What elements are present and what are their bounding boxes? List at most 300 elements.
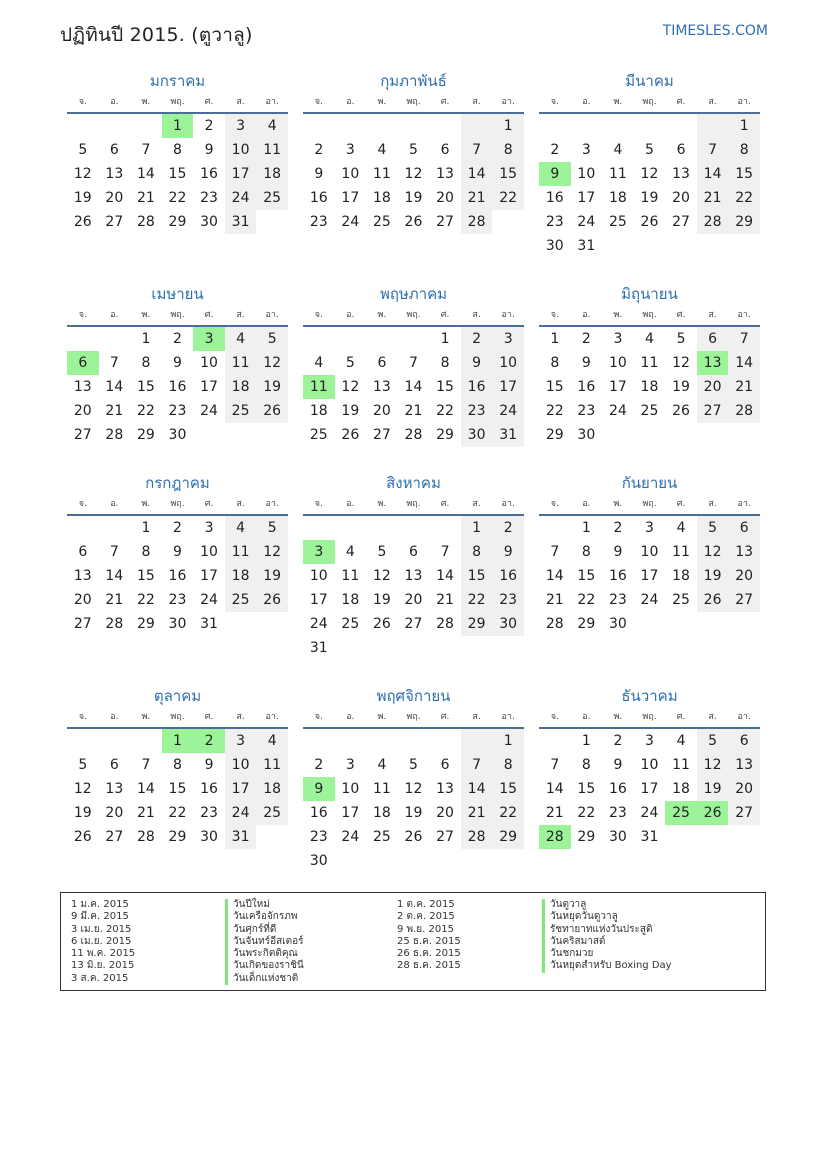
empty-day-cell xyxy=(398,849,430,873)
weekday-label: อา. xyxy=(501,97,515,107)
day-cell: 29 xyxy=(461,612,493,636)
weekday-header xyxy=(539,305,760,327)
day-cell: 26 xyxy=(640,214,659,230)
day-cell: 28 xyxy=(136,214,155,230)
day-cell: 15 xyxy=(577,568,596,584)
site-link[interactable]: TIMESLES.COM xyxy=(662,23,768,39)
weekday-label: จ. xyxy=(78,310,87,320)
day-cell: 10 xyxy=(608,355,627,371)
empty-day-cell xyxy=(67,516,99,540)
weekday-label: อา. xyxy=(737,499,751,509)
day-cell: 30 xyxy=(168,427,187,443)
weekday-header xyxy=(303,92,524,114)
day-cell: 7 xyxy=(461,753,493,777)
day-cell: 5 xyxy=(78,142,88,158)
legend-names-left xyxy=(225,899,304,985)
day-cell: 29 xyxy=(545,427,564,443)
day-cell: 23 xyxy=(492,588,524,612)
empty-day-cell xyxy=(130,114,162,138)
empty-day-cell xyxy=(697,114,729,138)
weekday-label: ส. xyxy=(708,310,717,320)
month-name: ตุลาคม xyxy=(153,687,202,705)
day-cell: 3 xyxy=(345,757,355,773)
weekday-label: ศ. xyxy=(204,97,214,107)
empty-day-cell xyxy=(665,234,697,258)
day-cell: 29 xyxy=(168,829,187,845)
day-cell: 12 xyxy=(73,166,92,182)
day-cell: 15 xyxy=(577,781,596,797)
holiday-day-cell: 28 xyxy=(539,825,571,849)
day-cell: 28 xyxy=(461,210,493,234)
empty-day-cell xyxy=(398,327,430,351)
legend-date: 2 ต.ค. 2015 xyxy=(397,911,455,923)
weekday-label: ส. xyxy=(708,712,717,722)
day-cell: 29 xyxy=(136,616,155,632)
legend-date: 9 พ.ย. 2015 xyxy=(397,923,454,935)
day-cell: 30 xyxy=(608,829,627,845)
day-cell: 10 xyxy=(577,166,596,182)
day-cell: 17 xyxy=(225,162,257,186)
day-cell: 19 xyxy=(640,190,659,206)
empty-day-cell xyxy=(335,849,367,873)
day-cell: 1 xyxy=(581,520,591,536)
weekday-label: อา. xyxy=(501,310,515,320)
day-cell: 15 xyxy=(728,162,760,186)
month-block xyxy=(303,70,524,234)
empty-day-cell xyxy=(256,825,288,849)
day-cell: 24 xyxy=(341,214,360,230)
holiday-day-cell: 1 xyxy=(162,114,194,138)
month-block xyxy=(539,472,760,636)
day-cell: 10 xyxy=(309,568,328,584)
day-cell: 2 xyxy=(461,327,493,351)
day-cell: 20 xyxy=(73,403,92,419)
holiday-day-cell: 6 xyxy=(67,351,99,375)
weekday-header xyxy=(539,92,760,114)
day-cell: 3 xyxy=(492,327,524,351)
day-cell: 22 xyxy=(577,805,596,821)
day-cell: 17 xyxy=(309,592,328,608)
weekday-header xyxy=(539,707,760,729)
weekday-label: อ. xyxy=(110,97,119,107)
weekday-label: พฤ. xyxy=(170,97,185,107)
day-cell: 18 xyxy=(225,564,257,588)
empty-day-cell xyxy=(335,729,367,753)
day-cell: 7 xyxy=(109,355,119,371)
weekday-label: จ. xyxy=(314,310,323,320)
day-cell: 21 xyxy=(105,592,124,608)
day-cell: 16 xyxy=(168,568,187,584)
empty-day-cell xyxy=(634,114,666,138)
empty-day-cell xyxy=(256,210,288,234)
weekday-label: พ. xyxy=(141,712,151,722)
day-cell: 5 xyxy=(78,757,88,773)
legend-names-right xyxy=(542,899,672,973)
day-cell: 21 xyxy=(728,375,760,399)
day-cell: 3 xyxy=(613,331,623,347)
weekday-label: อ. xyxy=(346,499,355,509)
day-cell: 30 xyxy=(309,853,328,869)
empty-day-cell xyxy=(225,423,257,447)
day-cell: 11 xyxy=(672,757,690,773)
weekday-label: พฤ. xyxy=(406,97,421,107)
empty-day-cell xyxy=(602,114,634,138)
legend-holiday-name: วันเครือจักรภพ xyxy=(225,911,304,923)
empty-day-cell xyxy=(634,612,666,636)
legend-holiday-name: วันคริสมาสต์ xyxy=(542,936,672,948)
day-cell: 9 xyxy=(613,757,623,773)
legend-holiday-name: วันเด็กแห่งชาติ xyxy=(225,973,304,985)
weekday-label: ส. xyxy=(236,310,245,320)
day-cell: 9 xyxy=(204,142,214,158)
day-cell: 8 xyxy=(141,355,151,371)
day-cell: 18 xyxy=(341,592,360,608)
day-cell: 14 xyxy=(545,781,564,797)
weekday-label: พ. xyxy=(613,310,623,320)
day-cell: 4 xyxy=(645,331,654,347)
weekday-label: ส. xyxy=(472,712,481,722)
weekday-header xyxy=(67,92,288,114)
month-name: พฤศจิกายน xyxy=(376,687,451,705)
day-cell: 16 xyxy=(309,190,328,206)
month-name: มกราคม xyxy=(149,72,206,90)
day-cell: 24 xyxy=(200,592,218,608)
day-cell: 18 xyxy=(608,190,627,206)
weekday-label: พฤ. xyxy=(170,712,185,722)
weekday-label: พฤ. xyxy=(406,310,421,320)
day-cell: 22 xyxy=(492,186,524,210)
day-grid xyxy=(303,327,524,447)
day-cell: 25 xyxy=(225,588,257,612)
weekday-label: ศ. xyxy=(676,499,686,509)
day-cell: 23 xyxy=(200,190,218,206)
day-cell: 16 xyxy=(200,166,218,182)
day-cell: 19 xyxy=(697,564,729,588)
day-cell: 10 xyxy=(341,166,360,182)
month-block xyxy=(539,283,760,447)
day-cell: 8 xyxy=(173,142,182,158)
weekday-label: พฤ. xyxy=(406,712,421,722)
holiday-day-cell: 1 xyxy=(162,729,194,753)
day-cell: 8 xyxy=(440,355,450,371)
day-cell: 10 xyxy=(640,757,659,773)
legend-holiday-name: วันศุกร์ที่ดี xyxy=(225,924,304,936)
day-cell: 13 xyxy=(73,568,92,584)
day-cell: 14 xyxy=(404,379,423,395)
day-cell: 29 xyxy=(168,214,187,230)
day-cell: 10 xyxy=(492,351,524,375)
weekday-label: ศ. xyxy=(676,97,686,107)
weekday-label: พ. xyxy=(377,97,387,107)
day-cell: 19 xyxy=(73,805,92,821)
weekday-label: อา. xyxy=(737,310,751,320)
day-cell: 8 xyxy=(581,544,591,560)
day-cell: 18 xyxy=(372,805,391,821)
day-cell: 19 xyxy=(256,375,288,399)
day-cell: 8 xyxy=(492,138,524,162)
day-cell: 17 xyxy=(341,190,360,206)
day-cell: 6 xyxy=(109,757,119,773)
day-cell: 21 xyxy=(436,592,454,608)
legend-date: 1 ม.ค. 2015 xyxy=(71,899,129,910)
day-cell: 11 xyxy=(608,166,627,182)
weekday-label: ส. xyxy=(708,499,717,509)
day-cell: 7 xyxy=(550,544,560,560)
day-cell: 30 xyxy=(200,829,218,845)
day-cell: 17 xyxy=(640,781,659,797)
weekday-header xyxy=(539,494,760,516)
day-cell: 26 xyxy=(697,588,729,612)
weekday-label: จ. xyxy=(78,712,87,722)
weekday-label: พ. xyxy=(377,712,387,722)
day-cell: 20 xyxy=(436,190,454,206)
weekday-label: พฤ. xyxy=(406,499,421,509)
day-cell: 23 xyxy=(309,829,328,845)
day-cell: 24 xyxy=(608,403,627,419)
day-cell: 4 xyxy=(314,355,324,371)
day-cell: 3 xyxy=(225,729,257,753)
legend-date: 26 ธ.ค. 2015 xyxy=(397,948,461,960)
day-cell: 14 xyxy=(136,166,155,182)
weekday-label: พ. xyxy=(377,499,387,509)
empty-day-cell xyxy=(99,516,131,540)
day-cell: 26 xyxy=(672,403,690,419)
day-cell: 3 xyxy=(581,142,591,158)
day-cell: 16 xyxy=(200,781,218,797)
day-cell: 26 xyxy=(256,588,288,612)
day-cell: 15 xyxy=(136,379,155,395)
day-cell: 3 xyxy=(645,520,654,536)
weekday-label: อ. xyxy=(582,97,591,107)
day-cell: 12 xyxy=(672,355,690,371)
day-cell: 20 xyxy=(372,403,391,419)
day-cell: 14 xyxy=(136,781,155,797)
weekday-label: พฤ. xyxy=(642,97,657,107)
weekday-label: ศ. xyxy=(676,310,686,320)
day-cell: 22 xyxy=(577,592,596,608)
day-cell: 6 xyxy=(109,142,119,158)
day-cell: 31 xyxy=(640,829,659,845)
day-cell: 27 xyxy=(672,214,690,230)
weekday-label: ศ. xyxy=(204,310,214,320)
empty-day-cell xyxy=(665,114,697,138)
holiday-day-cell: 3 xyxy=(303,540,335,564)
day-cell: 7 xyxy=(440,544,450,560)
weekday-label: พ. xyxy=(613,712,623,722)
empty-day-cell xyxy=(67,114,99,138)
weekday-label: ศ. xyxy=(440,712,450,722)
day-cell: 10 xyxy=(640,544,659,560)
day-cell: 10 xyxy=(341,781,360,797)
day-cell: 14 xyxy=(461,162,493,186)
month-block xyxy=(539,685,760,849)
day-cell: 24 xyxy=(309,616,328,632)
day-cell: 13 xyxy=(672,166,690,182)
day-cell: 7 xyxy=(109,544,119,560)
day-cell: 7 xyxy=(409,355,418,371)
weekday-header xyxy=(67,305,288,327)
legend-date: 1 ต.ค. 2015 xyxy=(397,899,455,910)
day-cell: 4 xyxy=(225,516,257,540)
empty-day-cell xyxy=(697,612,729,636)
day-cell: 2 xyxy=(314,142,324,158)
day-cell: 4 xyxy=(256,729,288,753)
day-cell: 3 xyxy=(645,733,654,749)
day-cell: 15 xyxy=(461,564,493,588)
empty-day-cell xyxy=(366,516,398,540)
day-cell: 22 xyxy=(136,403,155,419)
legend-date: 28 ธ.ค. 2015 xyxy=(397,960,461,972)
empty-day-cell xyxy=(697,825,729,849)
day-cell: 15 xyxy=(545,379,564,395)
empty-day-cell xyxy=(539,114,571,138)
day-cell: 17 xyxy=(492,375,524,399)
empty-day-cell xyxy=(429,636,461,660)
weekday-label: ศ. xyxy=(440,310,450,320)
day-cell: 24 xyxy=(640,592,659,608)
day-cell: 17 xyxy=(225,777,257,801)
day-cell: 11 xyxy=(372,781,391,797)
empty-day-cell xyxy=(225,612,257,636)
day-cell: 1 xyxy=(550,331,560,347)
day-cell: 20 xyxy=(697,375,729,399)
empty-day-cell xyxy=(193,423,225,447)
day-cell: 16 xyxy=(608,781,627,797)
empty-day-cell xyxy=(539,729,571,753)
day-cell: 13 xyxy=(728,753,760,777)
weekday-label: พ. xyxy=(141,499,151,509)
day-cell: 16 xyxy=(492,564,524,588)
day-cell: 25 xyxy=(256,186,288,210)
weekday-label: ศ. xyxy=(440,97,450,107)
day-cell: 6 xyxy=(697,327,729,351)
day-cell: 14 xyxy=(728,351,760,375)
day-cell: 11 xyxy=(256,753,288,777)
day-cell: 21 xyxy=(105,403,124,419)
day-cell: 14 xyxy=(105,568,124,584)
day-cell: 26 xyxy=(404,214,423,230)
day-cell: 29 xyxy=(136,427,155,443)
weekday-label: ส. xyxy=(236,97,245,107)
empty-day-cell xyxy=(461,729,493,753)
day-cell: 22 xyxy=(136,592,155,608)
month-name: มีนาคม xyxy=(625,72,674,90)
month-name: กันยายน xyxy=(621,474,678,492)
day-cell: 31 xyxy=(309,640,328,656)
day-cell: 27 xyxy=(436,214,454,230)
day-cell: 13 xyxy=(728,540,760,564)
day-cell: 10 xyxy=(200,355,218,371)
day-cell: 7 xyxy=(697,138,729,162)
day-cell: 21 xyxy=(461,801,493,825)
day-cell: 5 xyxy=(697,516,729,540)
weekday-label: อา. xyxy=(501,499,515,509)
day-cell: 15 xyxy=(492,162,524,186)
day-cell: 13 xyxy=(73,379,92,395)
empty-day-cell xyxy=(366,849,398,873)
holiday-day-cell: 26 xyxy=(697,801,729,825)
empty-day-cell xyxy=(492,636,524,660)
empty-day-cell xyxy=(492,849,524,873)
month-block xyxy=(67,70,288,234)
empty-day-cell xyxy=(303,729,335,753)
day-cell: 30 xyxy=(168,616,187,632)
weekday-header xyxy=(67,707,288,729)
empty-day-cell xyxy=(366,327,398,351)
day-cell: 11 xyxy=(256,138,288,162)
day-cell: 13 xyxy=(372,379,391,395)
day-grid xyxy=(539,729,760,849)
empty-day-cell xyxy=(366,114,398,138)
month-name: ธันวาคม xyxy=(621,687,678,705)
day-cell: 28 xyxy=(404,427,423,443)
holiday-day-cell: 11 xyxy=(303,375,335,399)
weekday-label: ส. xyxy=(472,310,481,320)
day-cell: 27 xyxy=(728,801,760,825)
weekday-header xyxy=(303,707,524,729)
day-cell: 30 xyxy=(492,612,524,636)
day-cell: 23 xyxy=(545,214,564,230)
day-cell: 21 xyxy=(545,805,564,821)
day-cell: 9 xyxy=(581,355,591,371)
empty-day-cell xyxy=(602,423,634,447)
day-grid xyxy=(67,114,288,234)
empty-day-cell xyxy=(665,423,697,447)
day-cell: 16 xyxy=(577,379,596,395)
day-cell: 11 xyxy=(225,540,257,564)
day-cell: 23 xyxy=(461,399,493,423)
weekday-label: จ. xyxy=(314,97,323,107)
day-cell: 15 xyxy=(168,781,187,797)
month-name: กุมภาพันธ์ xyxy=(380,72,447,90)
day-cell: 20 xyxy=(728,777,760,801)
day-cell: 21 xyxy=(697,186,729,210)
day-cell: 6 xyxy=(728,729,760,753)
weekday-label: อ. xyxy=(582,712,591,722)
day-cell: 18 xyxy=(672,781,690,797)
weekday-label: พฤ. xyxy=(642,499,657,509)
legend-holiday-name: วันพระกิตติคุณ xyxy=(225,948,304,960)
weekday-label: อา. xyxy=(737,712,751,722)
weekday-label: อา. xyxy=(265,499,279,509)
day-cell: 22 xyxy=(492,801,524,825)
weekday-label: ส. xyxy=(708,97,717,107)
weekday-label: พ. xyxy=(613,97,623,107)
day-cell: 13 xyxy=(105,781,124,797)
day-cell: 11 xyxy=(672,544,690,560)
holiday-day-cell: 9 xyxy=(539,162,571,186)
day-cell: 4 xyxy=(377,757,387,773)
weekday-label: จ. xyxy=(550,712,559,722)
day-cell: 23 xyxy=(577,403,596,419)
weekday-label: ศ. xyxy=(204,712,214,722)
day-cell: 6 xyxy=(440,142,450,158)
day-cell: 20 xyxy=(105,805,124,821)
day-cell: 29 xyxy=(577,616,596,632)
day-cell: 20 xyxy=(73,592,92,608)
empty-day-cell xyxy=(256,423,288,447)
empty-day-cell xyxy=(398,516,430,540)
weekday-label: พฤ. xyxy=(642,310,657,320)
day-cell: 14 xyxy=(545,568,564,584)
day-cell: 23 xyxy=(168,592,187,608)
weekday-label: อ. xyxy=(582,499,591,509)
day-cell: 20 xyxy=(672,190,690,206)
holiday-day-cell: 3 xyxy=(193,327,225,351)
day-cell: 4 xyxy=(225,327,257,351)
empty-day-cell xyxy=(429,516,461,540)
day-cell: 28 xyxy=(545,616,564,632)
